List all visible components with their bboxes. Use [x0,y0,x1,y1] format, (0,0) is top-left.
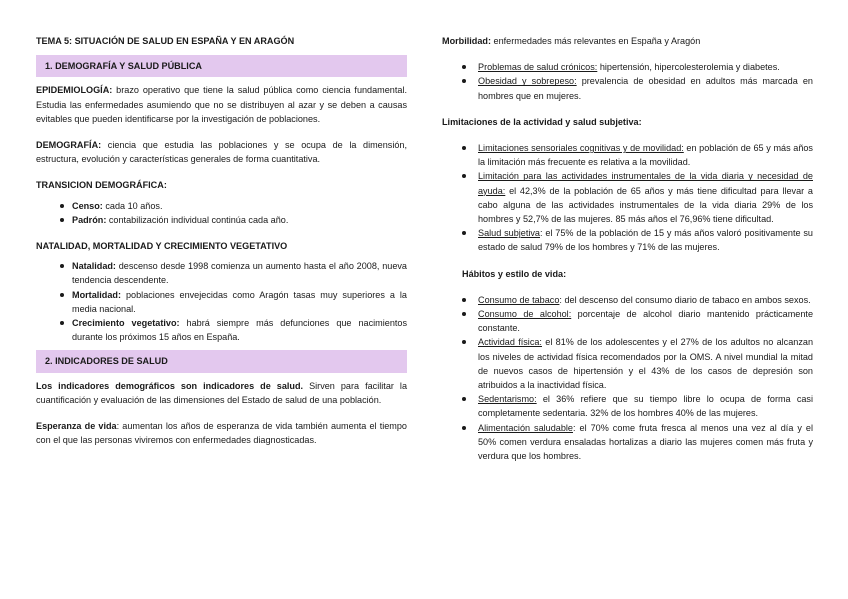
morbilidad-term: Morbilidad: [442,36,491,46]
section-header-indicadores: 2. INDICADORES DE SALUD [36,350,407,372]
list-item [36,259,407,287]
list-item-text: : del descenso del consumo diario de tabaco en ambos sexos. [559,294,811,305]
list-item-term: Censo: [72,200,103,211]
list-item-text: cada 10 años. [102,200,163,211]
list-item [442,307,813,335]
transicion-list [36,199,407,227]
left-column [36,34,407,447]
list-item [36,199,407,213]
indicadores-term: Los indicadores demográficos son indicadores de salud. [36,380,304,391]
epidemiologia-paragraph [36,83,407,126]
list-item-term: Padrón: [72,214,107,225]
list-item [442,293,813,307]
list-item [442,60,813,74]
right-column [442,34,813,463]
list-item-term: Problemas de salud crónicos: [478,62,598,73]
list-item [442,74,813,102]
esperanza-text: : aumentan los años de esperanza de vida también aumenta el tiempo con el que las personas viviremos con enfermedades diagnosticadas. [36,421,407,446]
list-item-text: el 42,3% de la población de 65 años y más tiene dificultad para llevar a cabo alguna de las actividades instrumentales de la vida diaria 29% de los hombres y 52,7% de las mujeres. 85 más años el 76,96% tiene dificultad. [478,185,813,225]
demografia-text: ciencia que estudia las poblaciones y se ocupa de la dimensión, estructura, evolución y características generales de forma cuantitativa. [36,140,407,165]
habitos-heading: Hábitos y estilo de vida: [462,268,567,279]
list-item-term: Natalidad: [72,261,116,272]
list-item-term: Alimentación saludable [478,422,573,433]
limitaciones-list [442,141,813,255]
list-item-text: porcentaje de alcohol diario mantenido prácticamente constante. [478,309,813,334]
list-item-text: habrá siempre más defunciones que nacimientos durante los próximos 15 años en España. [72,318,408,343]
list-item-text: contabilización individual continúa cada año. [106,214,289,225]
morbilidad-text: enfermedades más relevantes en España y Aragón [491,36,701,46]
natalidad-heading: NATALIDAD, MORTALIDAD Y CRECIMIENTO VEGETATIVO [36,241,288,252]
morbilidad-paragraph [442,34,813,48]
list-item-term: Sedentarismo: [478,394,537,405]
list-item [442,141,813,169]
list-item-text: poblaciones envejecidas como Aragón tasas muy superiores a la media nacional. [72,289,407,314]
list-item-term: Consumo de tabaco [478,294,560,305]
epidemiologia-term: EPIDEMIOLOGÍA: [36,85,113,96]
transicion-heading: TRANSICION DEMOGRÁFICA: [36,180,167,191]
demografia-term: DEMOGRAFÍA: [36,140,102,151]
list-item [442,335,813,392]
list-item-text: descenso desde 1998 comienza un aumento hasta el año 2008, nueva tendencia descendente. [72,261,407,286]
document-title: TEMA 5: SITUACIÓN DE SALUD EN ESPAÑA Y EN ARAGÓN [36,36,295,46]
list-item-term: Salud subjetiva [478,228,540,239]
list-item-term: Obesidad y sobrepeso: [478,76,577,87]
esperanza-term: Esperanza de vida [36,421,117,432]
list-item-text: el 81% de los adolescentes y el 27% de los adultos no alcanzan los niveles de actividad física recomendados por la OMS. A nivel mundial la mitad de nuevos casos de hipertensión y el 43% de los casos de depresión son atribuidos a la inactividad física. [478,337,813,391]
morbilidad-list [442,60,813,103]
habitos-list [442,293,813,463]
list-item-text: : el 75% de la población de 15 y más años valoró positivamente su estado de salud 79% de los hombres y 71% de las mujeres. [478,228,813,253]
indicadores-text: Sirven para facilitar la cuantificación y evaluación de las dimensiones del Estado de salud de una población. [36,380,407,405]
list-item [442,226,813,254]
section-header-demografia: 1. DEMOGRAFÍA Y SALUD PÚBLICA [36,55,407,77]
list-item-text: : el 70% come fruta fresca al menos una vez al día y el 50% comen verdura ensaladas hortalizas a diario las mujeres comen más fruta y verdura que los hombres. [478,422,813,462]
list-item [442,392,813,420]
list-item [36,316,407,344]
list-item [36,213,407,227]
list-item-text: en población de 65 y más años la limitación más frecuente es relativa a la movilidad. [478,143,813,168]
indicadores-paragraph [36,379,407,407]
natalidad-list [36,259,407,344]
esperanza-paragraph [36,419,407,447]
list-item-term: Limitaciones sensoriales cognitivas y de movilidad: [478,143,684,154]
limitaciones-heading: Limitaciones de la actividad y salud subjetiva: [442,116,642,127]
list-item-term: Actividad física: [478,337,542,348]
list-item-term: Mortalidad: [72,289,122,300]
list-item-text: prevalencia de obesidad en adultos más marcada en hombres que en mujeres. [478,76,813,101]
list-item [442,169,813,226]
list-item-term: Limitación para las actividades instrumentales de la vida diaria y necesidad de ayuda: [478,171,813,196]
epidemiologia-text: brazo operativo que tiene la salud pública como ciencia fundamental. Estudia las enfermedades asumiendo que no se distribuyen al azar y se deben a causas evitables que pueden identificarse por la investigación de poblaciones. [36,85,407,124]
list-item [36,288,407,316]
list-item-term: Crecimiento vegetativo: [72,318,180,329]
list-item [442,421,813,464]
list-item-term: Consumo de alcohol: [478,309,572,320]
list-item-text: hipertensión, hipercolesterolemia y diabetes. [597,62,780,73]
demografia-paragraph [36,138,407,166]
list-item-text: el 36% refiere que su tiempo libre lo ocupa de forma casi completamente sedentaria. 32% de los hombres 40% de las mujeres. [478,394,813,419]
